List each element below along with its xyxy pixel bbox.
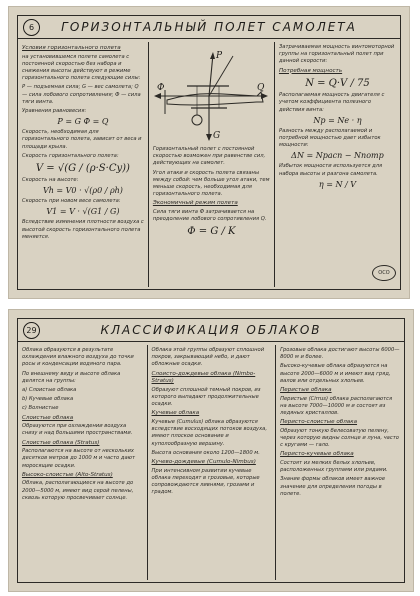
top-col3-formula1: N = Q·V / 75 (305, 78, 370, 90)
bottom-col1-text5: Облака, располагающиеся на высоте до 2000—5000 м, имеют вид серой пелены, сквозь которую просвечивает солнце. (22, 480, 134, 501)
bottom-card (8, 309, 414, 592)
top-card-frame (17, 15, 401, 290)
bottom-col-1 (18, 345, 147, 580)
bottom-col2-heading1: Слоисто-дождевые облака (Nimbo-Stratus) (151, 370, 256, 385)
bottom-col1-text4: Располагаются на высоте от нескольких десятков метров до 1000 м и часто дают моросящие осадки. (22, 448, 136, 469)
bottom-col1-text1: Облака образуются в результате охлаждения влажного воздуха до точки росы и конденсации водяного пара. (22, 347, 134, 368)
thrust-arrowhead (154, 93, 161, 99)
bottom-col3-heading2: Перисто-слоистые облака (280, 419, 358, 426)
bottom-card-frame (17, 318, 405, 583)
bottom-col3-text1: Грозовые облака достигают высоты 6000—8000 м и более. (280, 347, 400, 361)
top-col-2 (148, 42, 274, 287)
top-col3-formula3: ΔN = Nрасп − Nпотр (291, 151, 384, 161)
bottom-col-3 (275, 345, 404, 580)
bottom-card-title-bar (18, 319, 404, 342)
bottom-col3-text2: Высоко-кучевые облака образуются на высоте 2000—6000 м и имеют вид гряд, валов или отдельных хлопьев. (280, 363, 391, 384)
top-col3-text4: Избыток мощности используется для набора высоты и разгона самолета. (278, 163, 383, 177)
bottom-col3-text6: Знание формы облаков имеет важное значение для определения погоды в полете. (280, 476, 386, 497)
top-col2-text3: Сила тяги винта Ф затрачивается на преодоление лобового сопротивления Q. (152, 209, 267, 223)
bottom-col3-heading3: Перисто-кучевые облака (280, 451, 354, 458)
airplane-force-diagram (153, 46, 271, 144)
bottom-col1-list-item: a) Слоистые облака (22, 387, 77, 394)
bottom-col2-text5: При интенсивном развитии кучевые облака переходят в грозовые, которые сопровождаются ливнями, грозами и градом. (151, 467, 260, 496)
top-col1-formula1: P = G Ф = Q (57, 117, 109, 127)
top-card-columns (18, 40, 400, 289)
bottom-col1-heading2: Слоистые облака (Stratus) (22, 439, 100, 446)
diagram-label-g: G (212, 131, 221, 141)
bottom-col3-text5: Состоят из мелких белых хлопьев, расположенных группами или рядами. (280, 460, 388, 474)
fuselage-shape (167, 92, 263, 105)
bottom-col2-heading2: Кучевые облака (151, 410, 200, 417)
bottom-col3-text4: Образуют тонкую белесоватую пелену, через которую видны солнце и луна, часто с кругами — гало. (280, 427, 399, 449)
bottom-col3-heading1: Перистые облака (280, 387, 332, 394)
top-col2-formula1: Ф = G / K (187, 226, 236, 238)
top-card-number: 6 (23, 19, 40, 36)
weight-arrowhead (206, 134, 212, 141)
diagram-label-f: Ф (156, 83, 165, 93)
diagram-label-q: Q (256, 83, 265, 93)
bottom-col1-list-item: c) Волнистые (22, 405, 59, 412)
top-col2-heading: Экономичный режим полета (152, 200, 238, 207)
bottom-col2-text2: Образуют сплошной темный покров, из которого выпадают продолжительные осадки. (151, 386, 261, 408)
top-col1-text3: Уравнения равновесия: (22, 108, 87, 115)
top-card-title: ГОРИЗОНТАЛЬНЫЙ ПОЛЕТ САМОЛЕТА (61, 20, 357, 34)
wheel (192, 115, 202, 125)
bottom-card-number: 29 (23, 322, 40, 339)
bottom-col2-heading3: Кучево-дождевые (Cumulo-Nimbus) (151, 459, 256, 466)
bottom-col-2 (147, 345, 276, 580)
bottom-card-columns (18, 343, 404, 582)
top-col1-formula2: V = √(G / (ρ·S·Cy)) (35, 163, 130, 175)
top-col1-formula4: V1 = V · √(G1 / G) (46, 207, 120, 217)
bottom-col2-text4: Высота основания около 1200—1800 м. (151, 449, 260, 456)
bottom-col1-list-item: b) Кучевые облака (22, 396, 74, 403)
top-col2-text1: Горизонтальный полет с постоянной скоростью возможен при равенстве сил, действующих на самолет. (152, 146, 266, 167)
top-col1-text1: на установившемся полете самолета с постоянной скоростью без набора и снижения высоты действуют в режиме горизонтального полета следующие силы: (22, 53, 141, 82)
publisher-emblem: ОСО (372, 265, 396, 281)
top-col1-formula3: Vh = V0 · √(ρ0 / ρh) (42, 186, 123, 196)
top-col3-text1: Затрачиваемая мощность винтомоторной группы на горизонтальный полет при данной скорости: (278, 44, 395, 65)
top-col3-heading: Потребная мощность (278, 67, 343, 74)
top-col1-text6: Скорость на высоте: (22, 177, 79, 184)
top-col2-text2: Угол атаки и скорость полета связаны между собой: чем больше угол атаки, тем меньше скорость, необходимая для горизонтального полета. (152, 169, 270, 198)
diagram-label-p: P (215, 51, 222, 61)
top-col3-text2: Располагаемая мощность двигателя с учетом коэффициента полезного действия винта: (278, 92, 385, 113)
top-col3-formula4: η = N / V (318, 179, 357, 189)
bottom-col3-text3: Перистые (Cirrus) облака располагаются на высоте 7000—10000 м и состоят из ледяных кристаллов. (280, 395, 393, 417)
top-col3-formula2: Nр = Ne · η (313, 115, 362, 125)
top-col1-text7: Скорость при новом весе самолета: (22, 198, 121, 205)
bottom-col1-heading1: Слоистые облака (22, 414, 74, 421)
bottom-col2-text3: Кучевые (Cumulus) облака образуются вследствие восходящих потоков воздуха, имеют плоское основание и куполообразную вершину. (151, 419, 268, 447)
top-card-title-bar (18, 16, 400, 39)
top-col-3 (274, 42, 400, 287)
top-col-1 (18, 42, 148, 287)
top-col1-text5: Скорость горизонтального полета: (22, 152, 119, 159)
top-col1-text2: P — подъемная сила; G — вес самолета; Q — сила лобового сопротивления; Ф — сила тяги винта. (22, 84, 141, 105)
top-card (8, 6, 410, 299)
lift-arrowhead (210, 52, 215, 59)
top-col1-text8: Вследствие изменения плотности воздуха с высотой скорость горизонтального полета меняется. (22, 219, 144, 240)
bottom-col1-text2: По внешнему виду и высоте облака делятся на группы: (22, 370, 121, 384)
top-col1-text4: Скорость, необходимая для горизонтального полета, зависит от веса и площади крыла. (22, 129, 142, 150)
bottom-col1-heading3: Высоко-слоистые (Alto-Stratus) (22, 471, 113, 478)
bottom-col1-text3: Образуются при охлаждении воздуха снизу и над большими пространствами. (22, 423, 133, 437)
top-col1-heading: Условия горизонтального полета (22, 45, 121, 51)
bottom-card-title: КЛАССИФИКАЦИЯ ОБЛАКОВ (100, 323, 322, 337)
drag-arrowhead (261, 93, 268, 99)
bottom-col2-text1: Облака этой группы образуют сплошной покров, закрывающий небо, и дают обложные осадки. (151, 347, 265, 368)
top-col3-text3: Разность между располагаемой и потребной мощностью дает избыток мощности: (278, 127, 381, 149)
